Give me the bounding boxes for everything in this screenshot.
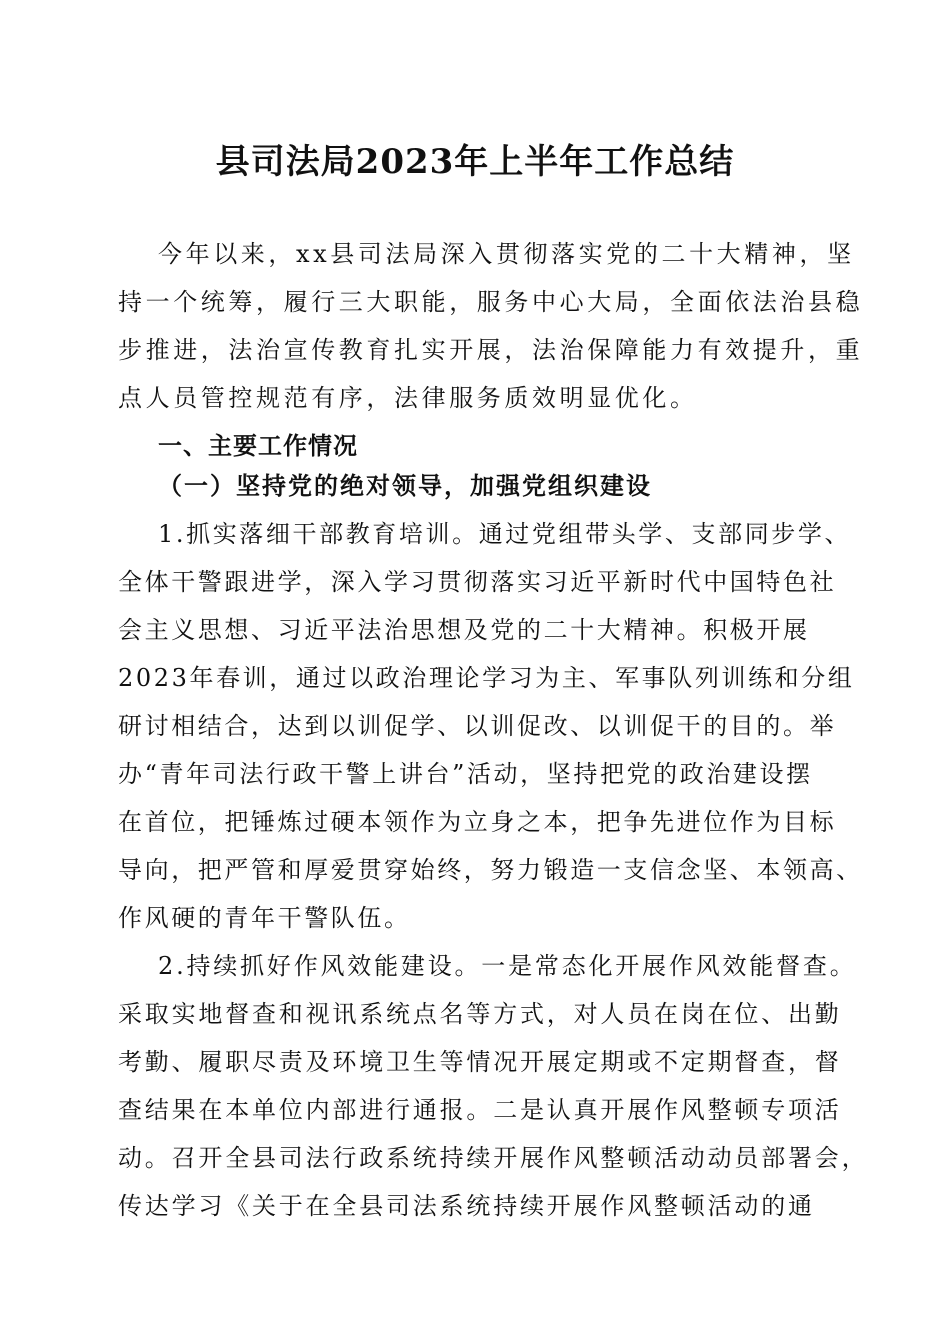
intro-paragraph	[118, 230, 864, 422]
paragraph-line: 采取实地督查和视讯系统点名等方式，对人员在岗在位、出勤	[118, 1000, 842, 1028]
paragraph-line: 全体干警跟进学，深入学习贯彻落实习近平新时代中国特色社	[118, 568, 837, 596]
paragraph-line: 传达学习《关于在全县司法系统持续开展作风整顿活动的通	[118, 1192, 815, 1220]
subsection-heading: （一）坚持党的绝对领导，加强党组织建设	[158, 471, 652, 500]
paragraph-line: 研讨相结合，达到以训促学、以训促改、以训促干的目的。举	[118, 712, 837, 740]
item2-paragraph	[118, 942, 869, 1230]
paragraph-line: 2023年春训，通过以政治理论学习为主、军事队列训练和分组	[118, 664, 855, 692]
paragraph-line: 会主义思想、习近平法治思想及党的二十大精神。积极开展	[118, 616, 810, 644]
paragraph-line: 考勤、履职尽责及环境卫生等情况开展定期或不定期督查，督	[118, 1048, 842, 1076]
paragraph-line: 导向，把严管和厚爱贯穿始终，努力锻造一支信念坚、本领高、	[118, 856, 863, 884]
document-title: 县司法局2023年上半年工作总结	[215, 142, 735, 182]
paragraph-line: 1.抓实落细干部教育培训。通过党组带头学、支部同步学、	[158, 520, 852, 548]
paragraph-line: 步推进，法治宣传教育扎实开展，法治保障能力有效提升，重	[118, 336, 864, 364]
paragraph-line: 作风硬的青年干警队伍。	[118, 904, 411, 932]
item1-paragraph	[118, 510, 863, 942]
paragraph-line: 办“青年司法行政干警上讲台”活动，坚持把党的政治建设摆	[118, 760, 813, 788]
section-heading: 一、主要工作情况	[158, 432, 358, 460]
paragraph-line: 2.持续抓好作风效能建设。一是常态化开展作风效能督查。	[158, 952, 857, 980]
paragraph-line: 动。召开全县司法行政系统持续开展作风整顿活动动员部署会，	[118, 1144, 869, 1172]
paragraph-line: 查结果在本单位内部进行通报。二是认真开展作风整顿专项活	[118, 1096, 842, 1124]
paragraph-line: 持一个统筹，履行三大职能，服务中心大局，全面依法治县稳	[118, 288, 864, 316]
paragraph-line: 在首位，把锤炼过硬本领作为立身之本，把争先进位作为目标	[118, 808, 837, 836]
paragraph-line: 点人员管控规范有序，法律服务质效明显优化。	[118, 384, 698, 412]
document-body	[118, 230, 869, 1230]
paragraph-line: 今年以来，xx县司法局深入贯彻落实党的二十大精神，坚	[158, 240, 855, 268]
